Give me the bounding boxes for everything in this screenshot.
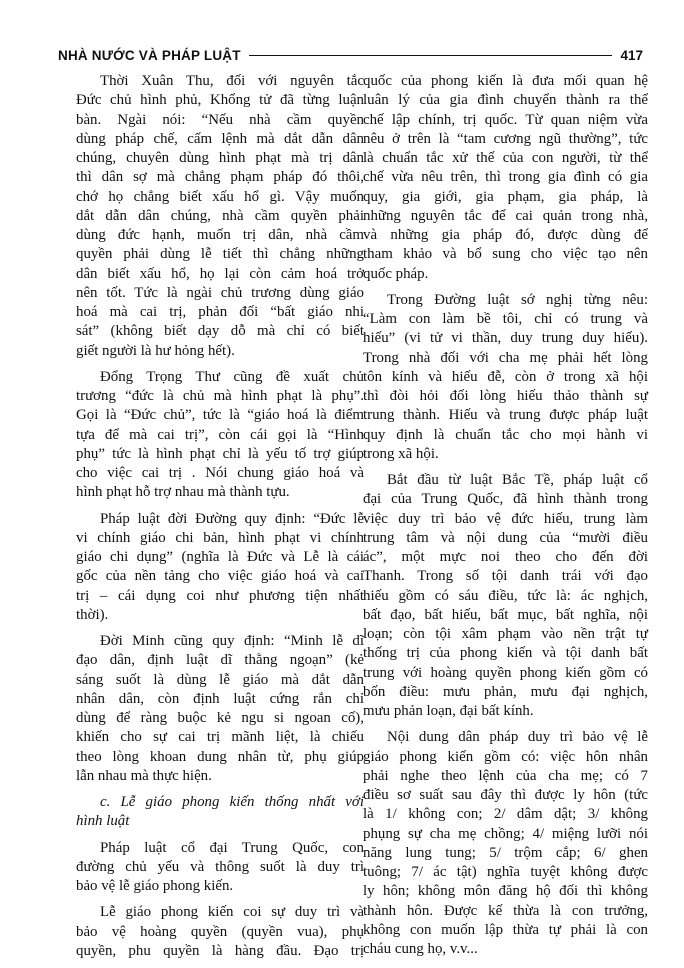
- text-line: việc duy trì bảo vệ đức hiếu, trung làm: [363, 510, 648, 527]
- text-line: hình phạt hỗ trợ nhau mà thành tựu.: [76, 484, 290, 501]
- paragraph-gap: [76, 503, 364, 510]
- text-line: Trong Đường luật sớ nghị từng nêu:: [387, 291, 648, 308]
- text-line: nhân dân, còn định luật cứng rắn chỉ: [76, 690, 364, 707]
- text-line: Đức chủ hình phủ, Khổng tử đã từng luận: [76, 92, 364, 109]
- text-line: năng lung tung; 5/ trộm cắp; 6/ ghen: [363, 844, 648, 861]
- text-line: “Làm con làm bề tôi, chỉ có trung và: [363, 311, 648, 327]
- text-line: là 1/ không con; 2/ dâm dật; 3/ không: [363, 806, 648, 823]
- left-column: [76, 72, 364, 961]
- text-line: dùng pháp chế, cấm lệnh mà dắt dẫn dân: [76, 130, 364, 147]
- text-line: hình luật: [76, 813, 130, 830]
- text-line: những nguyên tắc để cai quản trong nhà,: [363, 207, 648, 224]
- text-line: tuông; 7/ ác tật) nghĩa tuyệt không được: [363, 864, 648, 880]
- text-line: trung với hoàng quyền phong kiến gồm có: [363, 664, 648, 681]
- text-line: Đời Minh cũng quy định: “Minh lễ dĩ: [100, 633, 364, 649]
- text-line: cháu cung họ, v.v...: [363, 941, 478, 957]
- text-line: Trong nhà đối với cha mẹ phải hết lòng: [363, 349, 648, 366]
- text-line: là chuẩn tắc xử thế của con người, từ thể: [363, 150, 648, 166]
- page-number: 417: [620, 47, 643, 63]
- text-line: c. Lễ giáo phong kiến thống nhất với: [100, 794, 364, 810]
- text-line: bảo vệ hoàng quyền (quyền vua), phụ: [76, 923, 364, 940]
- paragraph-gap: [363, 464, 648, 471]
- text-line: Nội dung dân pháp duy trì bảo vệ lễ: [387, 729, 648, 746]
- text-line: trị – cái dụng coi như phương tiện nhất: [76, 587, 364, 604]
- text-line: tham khảo và bổ sung cho việc tạo nên: [363, 246, 648, 263]
- text-line: Pháp luật cổ đại Trung Quốc, con: [100, 839, 364, 856]
- text-line: chế lập chính, trị quốc. Từ quan niệm vừa: [363, 111, 648, 128]
- text-line: thì đòi hỏi đối lòng hiếu thảo thành sự: [363, 388, 648, 404]
- text-line: dùng đức hạnh, muốn trị dân, nhà cầm: [76, 227, 364, 243]
- text-line: tựa để mà cai trị”, còn cái gọi là “Hình: [76, 426, 364, 443]
- text-line: cho việc cai trị . Nói chung giáo hoá và: [76, 465, 364, 481]
- text-line: giáo phong kiến gồm có: việc hôn nhân: [363, 748, 648, 765]
- text-line: lẫn nhau mà thực hiện.: [76, 767, 212, 784]
- text-line: quy, gia giới, gia phạm, gia pháp, là: [363, 188, 648, 205]
- text-line: vi chính giáo chi bản, hình phạt vi chính: [76, 529, 364, 546]
- text-line: Lễ giáo phong kiến coi sự duy trì và: [100, 904, 364, 921]
- text-line: thì dân sợ mà chẳng phạm pháp đó thôi,: [76, 169, 364, 186]
- text-line: chúng, chuyên dùng hình phạt mà trị dân: [76, 150, 364, 166]
- text-line: đạo dân, định luật dĩ thằng ngoạn” (kẻ: [76, 652, 364, 669]
- text-line: trung tâm và nội dung của “mười điều: [363, 529, 648, 546]
- text-line: ly hôn; không môn đăng hộ đối thì không: [363, 883, 648, 900]
- text-line: và những gia pháp đó, được dùng để: [363, 227, 648, 243]
- text-line: sáng suốt là dùng lễ giáo mà dắt dẫn: [76, 671, 364, 688]
- text-line: dắt dẫn dân chúng, nhà cầm quyền phải: [76, 207, 364, 224]
- text-line: giáo chi dụng” (nghĩa là Đức và Lễ là cái: [76, 549, 364, 565]
- text-line: hiếu gồm có sáu điều, tức là: ác nghịch,: [363, 587, 648, 604]
- text-line: bảo vệ lễ giáo phong kiến.: [76, 878, 234, 894]
- text-line: phụng sự cha mẹ chồng; 4/ miệng lưỡi nói: [363, 825, 648, 842]
- text-line: không con muốn lập thừa tự phải là con: [363, 921, 648, 938]
- text-line: dùng để ràng buộc kẻ ngu si ngoan cố),: [76, 710, 364, 726]
- text-line: quy định là chuẩn tắc cho mọi hành vi: [363, 426, 648, 443]
- right-column: [363, 72, 648, 959]
- text-line: dân biết xấu hổ, họ lại còn cảm hoá trở: [76, 265, 364, 282]
- text-line: bất đạo, bất hiếu, bất mục, bất nghĩa, nội: [363, 606, 648, 623]
- text-line: chớ họ chẳng biết xấu hổ gì. Vậy muốn: [76, 188, 364, 205]
- paragraph-gap: [76, 896, 364, 903]
- text-line: trung thành. Hiếu và trung được pháp luật: [363, 407, 648, 424]
- running-header: [58, 44, 643, 66]
- text-line: Gọi là “Đức chủ”, tức là “giáo hoá là điểm: [76, 407, 364, 424]
- text-line: chế vừa nêu trên, thì trong gia đình có gia: [363, 169, 648, 186]
- text-line: sát” (không biết dạy dỗ mà chỉ có biết: [76, 323, 364, 340]
- text-line: quốc pháp.: [363, 265, 429, 282]
- paragraph-gap: [363, 721, 648, 728]
- text-line: Pháp luật đời Đường quy định: “Đức lễ: [100, 510, 364, 527]
- text-line: hoá mà cai trị, phản đối “bất giáo nhi: [76, 304, 364, 320]
- header-rule: [249, 55, 613, 56]
- text-line: mưu phản loạn, đại bất kính.: [363, 703, 534, 719]
- text-line: đường chủ yếu và thông suốt là duy trì: [76, 858, 364, 875]
- text-line: điều sơ suất sau đây thì được ly hôn (tức: [363, 787, 648, 803]
- text-line: phải nghe theo lệnh của cha mẹ; có 7: [363, 767, 648, 784]
- text-line: ác”, một mực noi theo cho đến đời: [363, 549, 648, 565]
- text-line: quyền phải dùng lễ tiết thì chẳng những: [76, 246, 364, 263]
- text-line: Thời Xuân Thu, đối với nguyên tắc: [100, 73, 364, 89]
- text-line: tôn kính và hiếu đễ, còn ở trong xã hội: [363, 368, 648, 385]
- text-line: phụ” tức là hình phạt chỉ là yếu tố trợ giúp: [76, 445, 364, 462]
- paragraph-gap: [363, 284, 648, 291]
- text-line: bàn. Ngài nói: “Nếu nhà cầm quyền: [76, 111, 364, 128]
- text-line: quyền, phu quyền là hàng đầu. Đạo trị: [76, 942, 364, 959]
- text-line: thành hôn. Được kế thừa là con trưởng,: [363, 902, 648, 919]
- text-line: bốn điều: mưu phản, mưu đại nghịch,: [363, 683, 648, 700]
- text-line: nêu ở trên là “tam cương ngũ thường”, tức: [363, 130, 648, 147]
- paragraph-gap: [76, 786, 364, 793]
- paragraph-gap: [76, 361, 364, 368]
- text-line: nên tốt. Tức là ngài chủ trương dùng giáo: [76, 284, 364, 301]
- text-line: thống trị của phong kiến và tội danh bất: [363, 645, 648, 662]
- text-line: giết người là hư hỏng hết).: [76, 342, 235, 359]
- text-line: thời).: [76, 606, 109, 623]
- text-line: đại của Trung Quốc, đã hình thành trong: [363, 491, 648, 508]
- text-line: gốc của nền tảng cho việc giáo hoá và cai: [76, 568, 364, 585]
- running-header-title: NHÀ NƯỚC VÀ PHÁP LUẬT: [58, 47, 241, 63]
- text-line: Thanh. Trong số tội danh trái với đạo: [363, 568, 648, 585]
- text-line: trong xã hội.: [363, 445, 439, 462]
- text-line: theo lòng khoan dung nhân từ, phụ giúp: [76, 748, 364, 765]
- text-line: khiến cho sự cai trị mãnh liệt, là chiếu: [76, 729, 364, 746]
- text-line: Bắt đầu từ luật Bắc Tề, pháp luật cổ: [387, 472, 648, 488]
- text-line: trương “đức là chủ mà hình phạt là phụ”.: [76, 388, 364, 404]
- text-line: luân lý của gia đình chuyển thành ra thể: [363, 92, 648, 109]
- text-line: loạn; còn tội xâm phạm vào nền trật tự: [363, 626, 648, 642]
- paragraph-gap: [76, 832, 364, 839]
- text-line: Đổng Trọng Thư cũng đề xuất chủ: [100, 368, 364, 385]
- text-line: quốc của phong kiến là đưa mối quan hệ: [363, 73, 648, 89]
- paragraph-gap: [76, 625, 364, 632]
- text-line: hiếu” (vi tử vi thần, duy trung duy hiếu).: [363, 330, 648, 347]
